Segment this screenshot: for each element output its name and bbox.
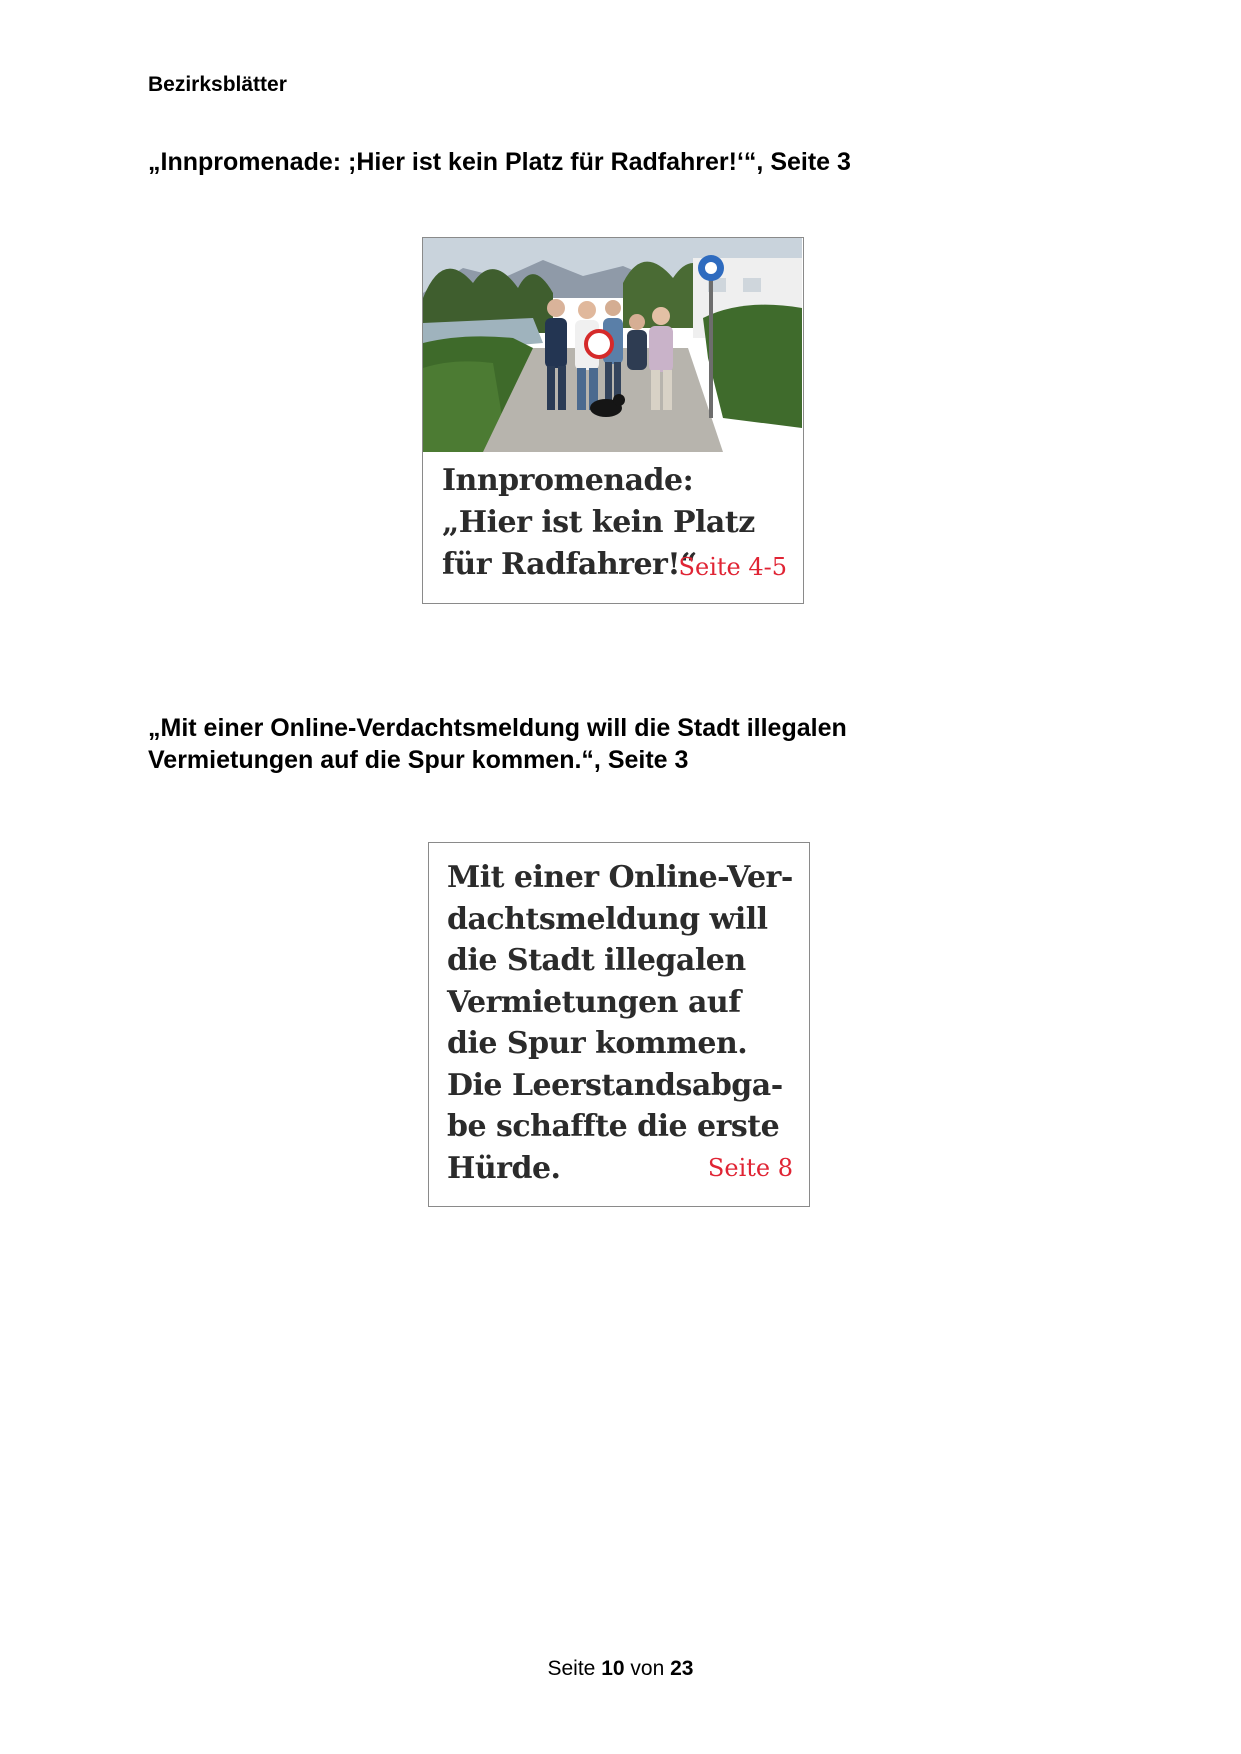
footer-separator: von xyxy=(630,1657,665,1680)
article-1-clipping xyxy=(422,237,804,604)
page-footer xyxy=(0,1657,1241,1681)
article-2-clipping xyxy=(428,842,810,1207)
footer-prefix: Seite xyxy=(547,1657,596,1680)
article-1-photo xyxy=(423,238,802,452)
article-1-heading: „Innpromenade: ;Hier ist kein Platz für Radfahrer!‘“, Seite 3 xyxy=(148,148,851,176)
article-2-clip-page-ref: Seite 8 xyxy=(707,1154,793,1182)
article-1-clip-caption: Innpromenade: „Hier ist kein Platz für Radfahrer!“ xyxy=(442,463,755,582)
article-1-clip-page-ref: Seite 4-5 xyxy=(678,553,787,581)
footer-current-page: 10 xyxy=(601,1657,625,1680)
section-label: Bezirksblätter xyxy=(148,73,287,96)
article-2-clip-caption: Mit einer Online-Verdachtsmeldung will die Stadt illegalen Vermietungen auf die Spur kommen. Die Leerstandsabgabe schaffte die erste Hürde. xyxy=(447,860,794,1186)
article-2-heading: „Mit einer Online-Verdachtsmeldung will die Stadt illegalen Vermietungen auf die Spur kommen.“, Seite 3 xyxy=(148,714,847,774)
footer-total-pages: 23 xyxy=(670,1657,694,1680)
